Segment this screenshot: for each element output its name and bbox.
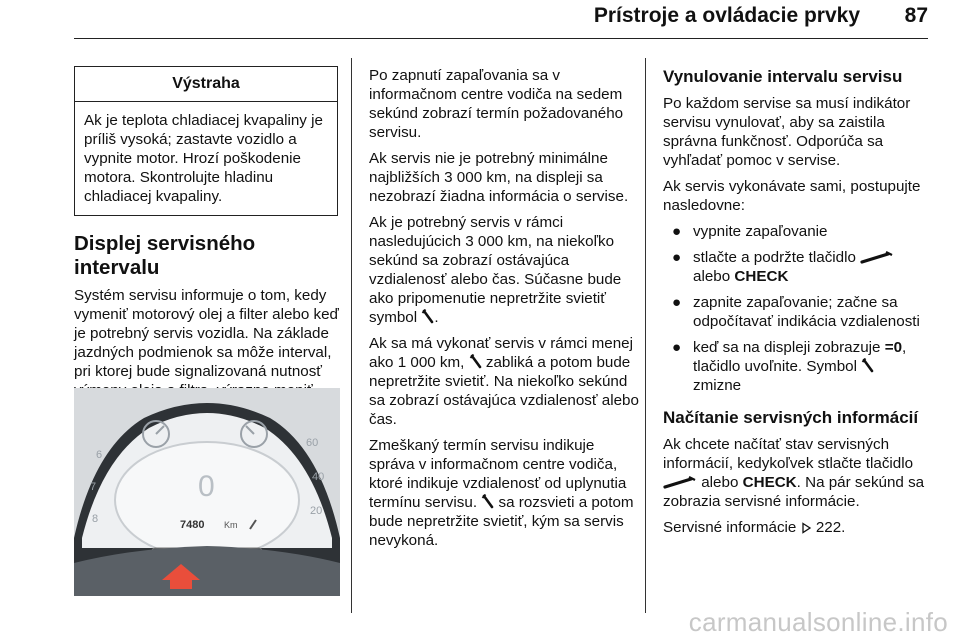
text-span: Ak je potrebný servis v rámci nasledujúcich 3 000 km, na niekoľko sekúnd sa zobrazí ostávajúca vzdialenosť alebo čas. Súčasne bude ako pripomenutie nepretržite svietiť symbol [369, 214, 622, 326]
list-item [663, 222, 935, 241]
text-span: . [434, 309, 439, 326]
text-span: Zmeškaný termín servisu indikuje správa v informačnom centre vodiča, ktoré indikuje vzdialenosť od uplynutia termínu servisu. [369, 437, 627, 511]
paragraph [369, 436, 639, 550]
text-span: Ak sa má vykonať servis v rámci menej ako 1 000 km, [369, 335, 633, 371]
text-span: alebo [701, 474, 739, 491]
service-display-paragraph: Systém servisu informuje o tom, kedy vymeniť motorový olej a filter alebo keď je potrebný servis vozidla. Na základe jazdných podmienok sa môže interval, pri ktorej bude signalizovaná nutnosť [74, 287, 339, 380]
paragraph: Ak servis nie je potrebný minimálne najbližších 3 000 km, na displeji sa nezobrazí žiadna informácia o servise. [369, 150, 629, 205]
instrument-cluster-illustration [74, 388, 340, 596]
bullet: ● [672, 294, 682, 311]
text-span: zapnite zapaľovanie; začne sa odpočítavať indikácia vzdialenosti [693, 294, 920, 330]
section-title-reset: Vynulovanie intervalu servisu [663, 67, 903, 86]
paragraph [663, 518, 935, 537]
text-span: Ak chcete načítať stav servisných informácií, kedykoľvek stlačte tlačidlo [663, 436, 914, 472]
warning-box [74, 66, 338, 216]
text-span: . Na pár sekúnd sa zobrazia servisné informácie. [663, 474, 925, 510]
dial-left-number: 7 [90, 481, 97, 493]
text-span: vypnite zapaľovanie [693, 223, 828, 240]
odometer-value: 7480 [180, 519, 205, 531]
list-item [663, 248, 935, 286]
text-span: Servisné informácie [663, 519, 797, 536]
text-span: zmizne [693, 377, 742, 394]
display-digit: 0 [198, 470, 215, 503]
warning-title: Výstraha [75, 67, 337, 102]
dial-right-number: 40 [312, 471, 325, 483]
header-rule [74, 38, 928, 39]
text-span: sa rozsvieti a potom bude nepretržite svietiť, kým sa servis nevykoná. [369, 494, 634, 549]
reset-steps-list [663, 222, 935, 395]
odometer-unit: Km [224, 520, 238, 530]
column-divider-2 [645, 58, 646, 613]
list-item [663, 338, 935, 395]
column-divider-1 [351, 58, 352, 613]
paragraph [663, 435, 935, 511]
check-label: CHECK [734, 268, 789, 285]
text-span: , tlačidlo uvoľnite. Symbol [693, 339, 907, 375]
zero-label: =0 [884, 339, 903, 356]
text-span: alebo [693, 268, 731, 285]
bullet: ● [672, 249, 682, 266]
paragraph: Po zapnutí zapaľovania sa v informačnom centre vodiča na sedem sekúnd zobrazí termín požadovaného servisu. [369, 67, 624, 141]
text-span: keď sa na displeji zobrazuje [693, 339, 881, 356]
service-wrench-icon [861, 358, 874, 373]
bullet: ● [672, 339, 682, 356]
dial-left-number: 8 [92, 513, 99, 525]
warning-text: Ak je teplota chladiacej kvapaliny je príliš vysoká; zastavte vozidlo a vypnite motor. Hrozí poškodenie motora. Skontrolujte hladinu chladiacej kvapaliny. [84, 112, 323, 205]
text-span: zabliká a potom bude nepretržite svietiť. Na niekoľko sekúnd sa zobrazí ostávajúca vzdialenosť alebo čas. [369, 354, 639, 428]
dial-left-number: 6 [96, 449, 103, 461]
page-number: 87 [904, 4, 928, 27]
trip-button-icon [663, 476, 697, 489]
paragraph [369, 334, 639, 429]
check-label: CHECK [742, 474, 797, 491]
column-2 [369, 66, 639, 557]
trip-button-icon [860, 251, 894, 264]
text-span: stlačte a podržte tlačidlo [693, 249, 856, 266]
dial-right-number: 20 [310, 505, 323, 517]
list-item [663, 293, 935, 331]
watermark: carmanualsonline.info [688, 607, 948, 637]
section-title-service-display: Displej servisného intervalu [74, 232, 256, 279]
paragraph: Ak servis vykonávate sami, postupujte nasledovne: [663, 178, 921, 214]
bullet: ● [672, 223, 682, 240]
service-wrench-icon [481, 494, 494, 509]
dial-right-number: 60 [306, 437, 319, 449]
page-reference-link[interactable]: 222. [815, 519, 846, 536]
section-title-read: Načítanie servisných informácií [663, 408, 919, 427]
paragraph: Po každom servise sa musí indikátor servisu vynulovať, aby sa zaistila správna funkčnosť. Odporúča sa vyhľadať pomoc v servise. [663, 95, 911, 169]
service-wrench-icon [421, 309, 434, 324]
page-reference-icon [801, 522, 812, 534]
service-wrench-icon [469, 354, 482, 369]
column-3 [663, 66, 935, 544]
column-1 [74, 66, 340, 400]
paragraph [369, 213, 639, 327]
page-header-title: Prístroje a ovládacie prvky [593, 4, 860, 27]
